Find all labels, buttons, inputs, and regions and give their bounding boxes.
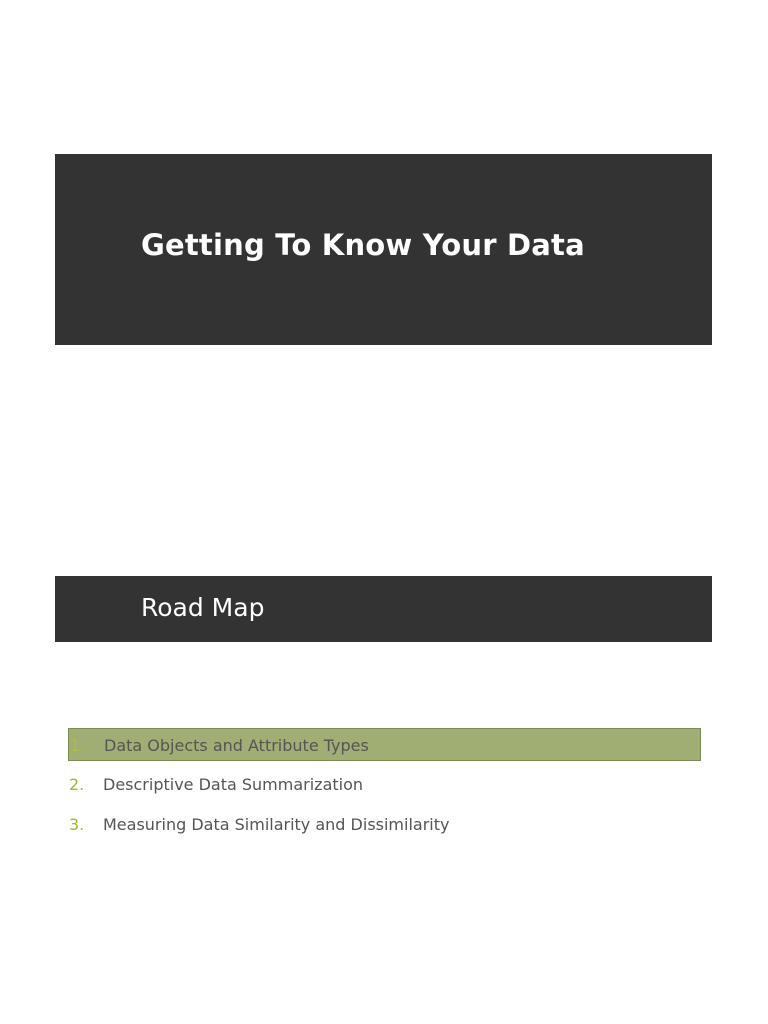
- agenda-item-data-objects: [68, 728, 701, 761]
- roadmap-slide-band: [55, 576, 712, 642]
- agenda-item-similarity: [68, 808, 701, 841]
- agenda-list: [68, 728, 701, 848]
- agenda-label: Descriptive Data Summarization: [103, 775, 364, 794]
- agenda-item-descriptive-summarization: [68, 768, 701, 801]
- agenda-label: Data Objects and Attribute Types: [104, 736, 369, 755]
- agenda-number: 2.: [69, 775, 85, 794]
- title-slide-band: [55, 154, 712, 345]
- page-title: Getting To Know Your Data: [141, 228, 585, 262]
- agenda-number: 3.: [69, 815, 85, 834]
- roadmap-heading: Road Map: [141, 593, 265, 622]
- agenda-label: Measuring Data Similarity and Dissimilarity: [103, 815, 450, 834]
- agenda-number: 1.: [70, 736, 86, 755]
